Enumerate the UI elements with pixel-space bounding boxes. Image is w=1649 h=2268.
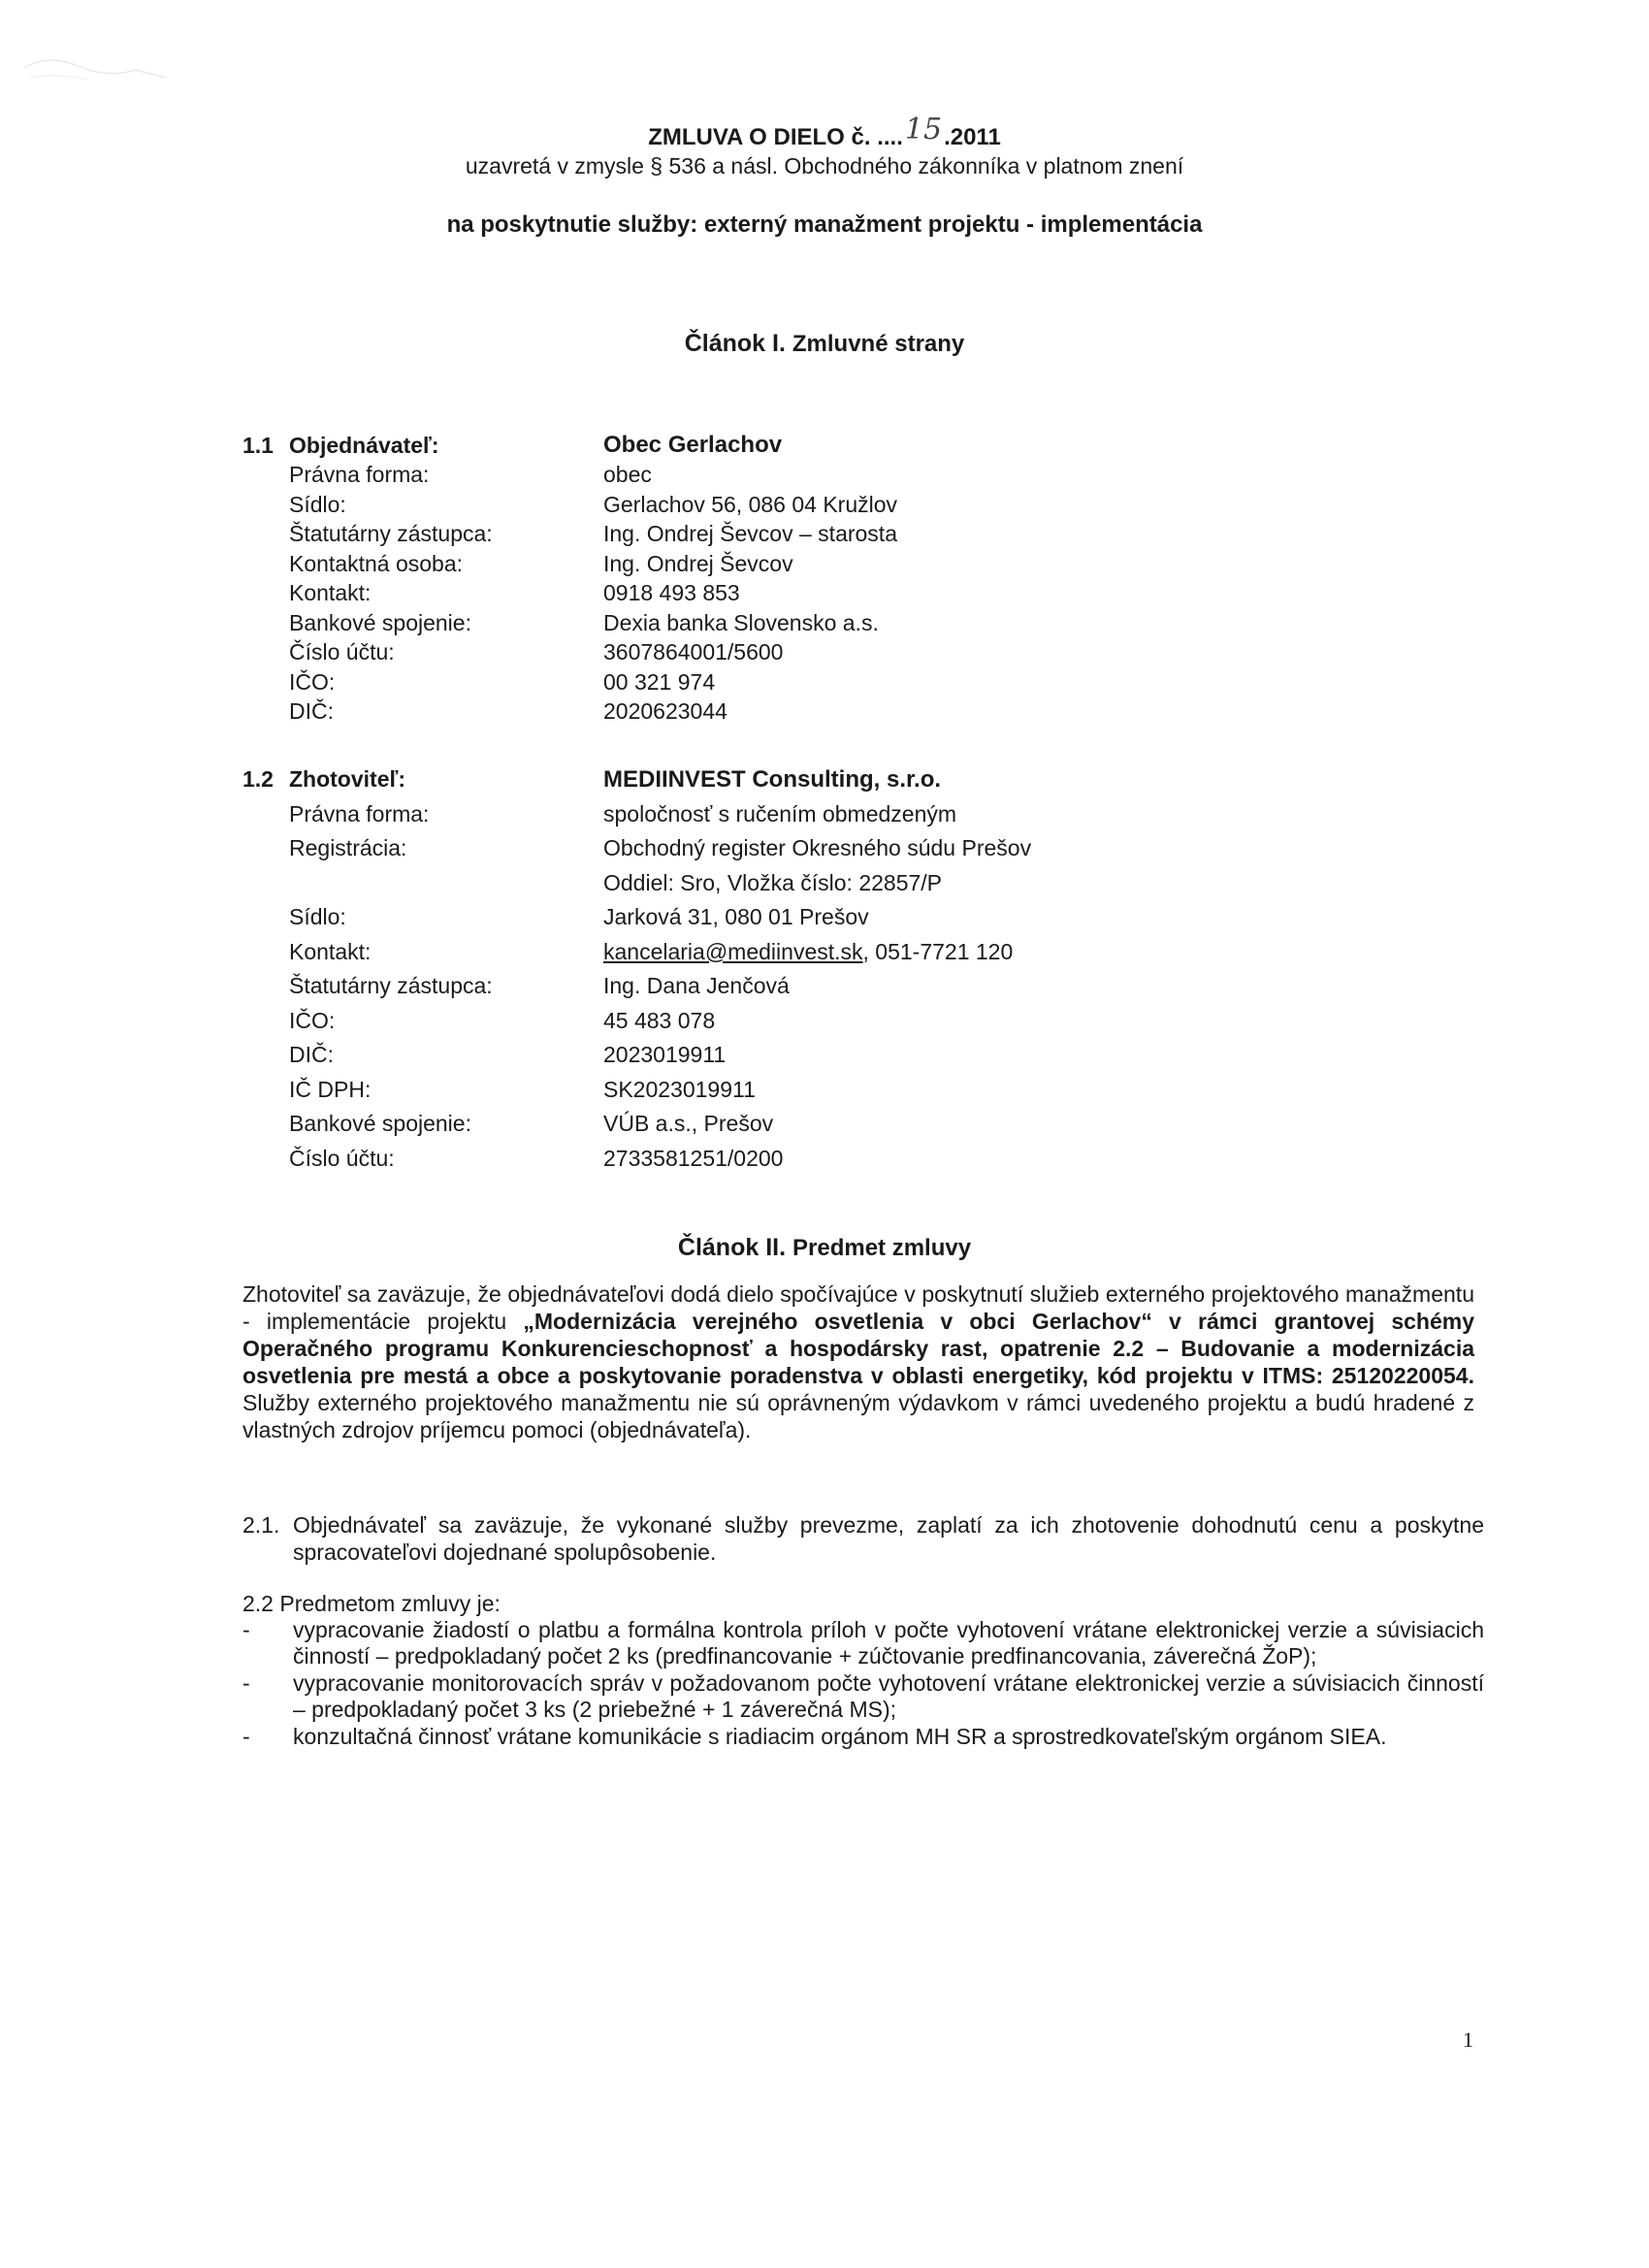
party-label: Kontaktná osoba:	[289, 550, 464, 576]
party-value: Dexia banka Slovensko a.s.	[603, 609, 879, 635]
party-row	[242, 935, 1504, 970]
scan-artifact	[19, 49, 175, 87]
party-row	[242, 797, 1504, 832]
party-value: 2020623044	[603, 698, 728, 725]
intro-text-end: Služby externého projektového manažmentu nie sú oprávneným výdavkom v rámci uvedeného projektu a budú hradené z vlastných zdrojov príjemcu pomoci (objednávateľa).	[242, 1390, 1474, 1442]
party-label: Právna forma:	[289, 462, 430, 488]
article-2-title: Predmet zmluvy	[792, 1235, 972, 1261]
clause-text: Objednávateľ sa zaväzuje, že vykonané služby prevezme, zaplatí za ich zhotovenie dohodnutú cenu a poskytne spracovateľovi dojednané spolupôsobenie.	[293, 1512, 1484, 1565]
party-number: 1.2	[242, 766, 274, 793]
party-row	[242, 697, 1504, 728]
party-value: MEDIINVEST Consulting, s.r.o.	[603, 765, 942, 793]
party-row	[242, 608, 1504, 638]
party-value: spoločnosť s ručením obmedzeným	[603, 800, 957, 826]
party-row	[242, 549, 1504, 579]
party-label: Štatutárny zástupca:	[289, 521, 493, 547]
party-value: Gerlachov 56, 086 04 Kružlov	[603, 491, 898, 517]
party-row	[242, 866, 1504, 901]
party-label: Sídlo:	[289, 904, 346, 930]
party-label: Objednávateľ:	[289, 432, 439, 458]
article-2-number: Článok II.	[677, 1234, 787, 1261]
contract-subtitle: uzavretá v zmysle § 536 a násl. Obchodného zákonníka v platnom znení	[465, 153, 1184, 178]
party-value: obec	[603, 462, 652, 488]
party-label: Právna forma:	[289, 800, 430, 826]
list-dash: -	[242, 1617, 250, 1642]
title-suffix: .2011	[944, 124, 1001, 150]
list-item-text: vypracovanie monitorovacích správ v požadovanom počte vyhotovení vrátane elektronickej verzie a súvisiacich činností – predpokladaný počet 3 ks (2 priebežné + 1 záverečná MS);	[293, 1670, 1484, 1722]
article-1-heading	[0, 330, 1649, 358]
party-value: 00 321 974	[603, 668, 716, 695]
article-1-number: Článok I.	[684, 330, 786, 357]
party-value: 051-7721 120	[875, 938, 1014, 964]
party-label: DIČ:	[289, 698, 334, 725]
party-row	[242, 579, 1504, 609]
party-objednavatel	[242, 431, 1504, 727]
clause-number: 2.1.	[242, 1512, 280, 1538]
party-row	[242, 520, 1504, 550]
party-value: 0918 493 853	[603, 580, 740, 606]
party-label: Bankové spojenie:	[289, 1111, 471, 1137]
party-value: Ing. Dana Jenčová	[603, 973, 790, 999]
party-row	[242, 431, 1504, 461]
party-row	[242, 762, 1504, 797]
title-prefix: ZMLUVA O DIELO č. ....	[648, 124, 903, 150]
party-label: Zhotoviteľ:	[289, 766, 406, 793]
intro-text: Zhotoviteľ sa zaväzuje, že objednávateľovi dodá dielo spočívajúce v poskytnutí služieb externého projektového manažmentu - implementácie projektu	[242, 1281, 1474, 1334]
party-label: Sídlo:	[289, 491, 346, 517]
party-row	[242, 1004, 1504, 1039]
party-label: Bankové spojenie:	[289, 609, 471, 635]
article-1-title: Zmluvné strany	[792, 331, 965, 357]
party-label: Kontakt:	[289, 580, 372, 606]
party-row	[242, 1107, 1504, 1142]
party-row	[242, 490, 1504, 520]
party-label: Číslo účtu:	[289, 1145, 395, 1171]
party-value: VÚB a.s., Prešov	[603, 1111, 774, 1137]
party-row	[242, 638, 1504, 668]
party-value: 3607864001/5600	[603, 639, 784, 665]
party-value: Ing. Ondrej Ševcov	[603, 550, 793, 576]
party-row	[242, 1038, 1504, 1073]
article-2-heading	[0, 1234, 1649, 1262]
party-label: Číslo účtu:	[289, 639, 395, 665]
list-item	[242, 1670, 1484, 1723]
contract-title	[0, 113, 1649, 152]
page-number: 1	[1463, 2027, 1473, 2052]
party-value: SK2023019911	[603, 1076, 756, 1102]
clause-2-1	[242, 1511, 1484, 1566]
party-value: Obec Gerlachov	[603, 432, 783, 459]
party-label: IČO:	[289, 1007, 336, 1033]
email-link[interactable]: kancelaria@mediinvest.sk	[603, 938, 863, 964]
party-label: IČO:	[289, 668, 336, 695]
article-2-intro	[242, 1280, 1474, 1443]
handwritten-contract-number: 15	[904, 113, 943, 146]
party-row	[242, 667, 1504, 697]
party-row	[242, 1073, 1504, 1108]
party-value: 2023019911	[603, 1042, 727, 1068]
party-value: 45 483 078	[603, 1007, 716, 1033]
clause-2-2	[242, 1591, 1484, 1751]
list-dash: -	[242, 1724, 250, 1749]
party-value: Obchodný register Okresného súdu Prešov	[603, 835, 1032, 861]
list-item-text: konzultačná činnosť vrátane komunikácie s riadiacim orgánom MH SR a sprostredkovateľským orgánom SIEA.	[293, 1724, 1387, 1749]
list-item	[242, 1617, 1484, 1669]
party-label: Registrácia:	[289, 835, 407, 861]
list-item	[242, 1724, 1484, 1750]
party-number: 1.1	[242, 432, 274, 458]
party-row	[242, 900, 1504, 935]
intro-project-name: „Modernizácia verejného osvetlenia v obci Gerlachov“ v rámci grantovej schémy Operačného programu Konkurencieschopnosť a hospodársky rast, opatrenie 2.2 – Budovanie a modernizácia osvetlenia pre mestá a obce a poskytovanie poradenstva v oblasti energetiky, kód projektu v ITMS: 25120220054.	[242, 1309, 1474, 1388]
party-value: 2733581251/0200	[603, 1145, 784, 1171]
list-item-text: vypracovanie žiadostí o platbu a formálna kontrola príloh v počte vyhotovení vrátane elektronickej verzie a súvisiacich činností – predpokladaný počet 2 ks (predfinancovanie + zúčtovanie predfinancovania, záverečná ŽoP);	[293, 1617, 1484, 1669]
contract-service: na poskytnutie služby: externý manažment projektu - implementácia	[446, 211, 1203, 238]
party-value: Ing. Ondrej Ševcov – starosta	[603, 521, 897, 547]
party-zhotovitel	[242, 762, 1504, 1176]
party-label: Kontakt:	[289, 938, 372, 964]
party-value: Jarková 31, 080 01 Prešov	[603, 904, 869, 930]
party-value: Oddiel: Sro, Vložka číslo: 22857/P	[603, 869, 943, 895]
party-row	[242, 969, 1504, 1004]
list-dash: -	[242, 1670, 250, 1696]
party-row	[242, 1142, 1504, 1177]
party-row	[242, 831, 1504, 866]
party-label: DIČ:	[289, 1042, 334, 1068]
clause-heading: 2.2 Predmetom zmluvy je:	[242, 1591, 501, 1616]
party-row	[242, 461, 1504, 491]
party-label: IČ DPH:	[289, 1076, 372, 1102]
party-label: Štatutárny zástupca:	[289, 973, 493, 999]
email-separator: ,	[862, 938, 876, 964]
